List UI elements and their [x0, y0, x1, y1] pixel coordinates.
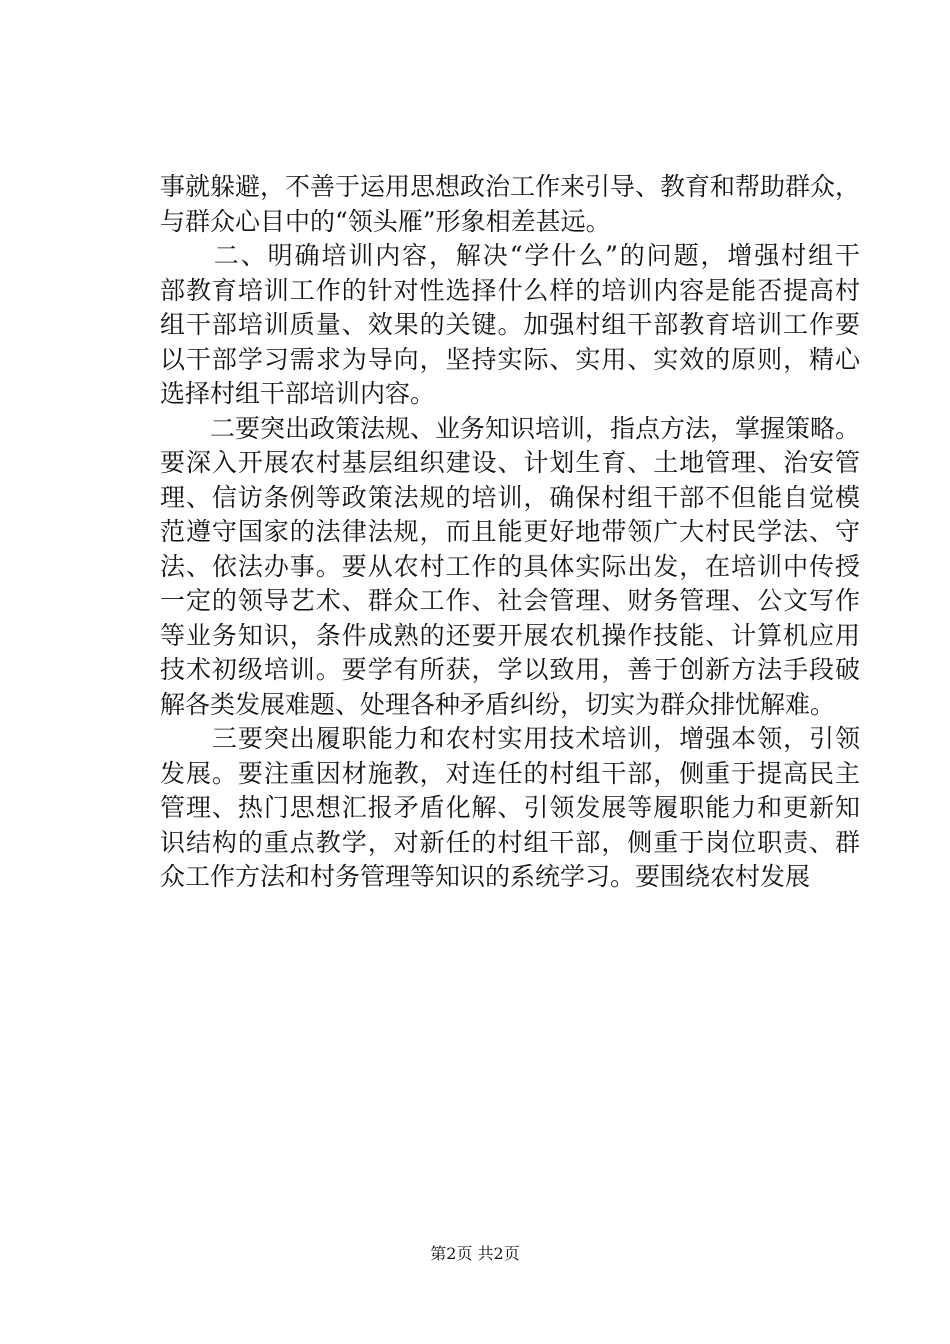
text-line: 解各类发展难题、处理各种矛盾纠纷，切实为群众排忧解难。: [160, 689, 836, 719]
page-number-footer: 第2页 共2页: [430, 1244, 520, 1263]
text-line: 管理、热门思想汇报矛盾化解、引领发展等履职能力和更新知: [160, 793, 860, 822]
text-line: 二要突出政策法规、业务知识培训，指点方法，掌握策略。: [160, 413, 861, 443]
text-line: 发展。要注重因材施教，对连任的村组干部，侧重于提高民主: [160, 758, 860, 788]
text-line: 范遵守国家的法律法规，而且能更好地带领广大村民学法、守: [160, 517, 860, 546]
text-line: 识结构的重点教学，对新任的村组干部，侧重于岗位职责、群: [160, 827, 860, 857]
text-line: 一定的领导艺术、群众工作、社会管理、财务管理、公文写作: [160, 586, 860, 615]
text-line: 众工作方法和村务管理等知识的系统学习。要围绕农村发展: [160, 862, 811, 891]
text-line: 三要突出履职能力和农村实用技术培训，增强本领，引领: [160, 724, 860, 753]
text-line: 事就躲避，不善于运用思想政治工作来引导、教育和帮助群众，: [160, 172, 861, 201]
text-line: 理、信访条例等政策法规的培训，确保村组干部不但能自觉模: [160, 482, 860, 512]
text-line: 与群众心目中的“领头雁”形象相差甚远。: [160, 206, 611, 236]
text-line: 技术初级培训。要学有所获，学以致用，善于创新方法手段破: [160, 655, 860, 684]
text-line: 法、依法办事。要从农村工作的具体实际出发，在培训中传授: [160, 551, 860, 581]
text-line: 组干部培训质量、效果的关键。加强村组干部教育培训工作要: [160, 310, 860, 339]
text-line: 要深入开展农村基层组织建设、计划生育、土地管理、治安管: [160, 448, 860, 477]
text-line: 以干部学习需求为导向，坚持实际、实用、实效的原则，精心: [160, 344, 860, 374]
text-line: 等业务知识，条件成熟的还要开展农机操作技能、计算机应用: [160, 620, 860, 650]
text-line: 选择村组干部培训内容。: [160, 379, 436, 408]
text-line: 部教育培训工作的针对性选择什么样的培训内容是能否提高村: [160, 275, 860, 305]
body-text: [160, 170, 860, 895]
text-line: 二、明确培训内容，解决“学什么”的问题，增强村组干: [160, 241, 860, 270]
